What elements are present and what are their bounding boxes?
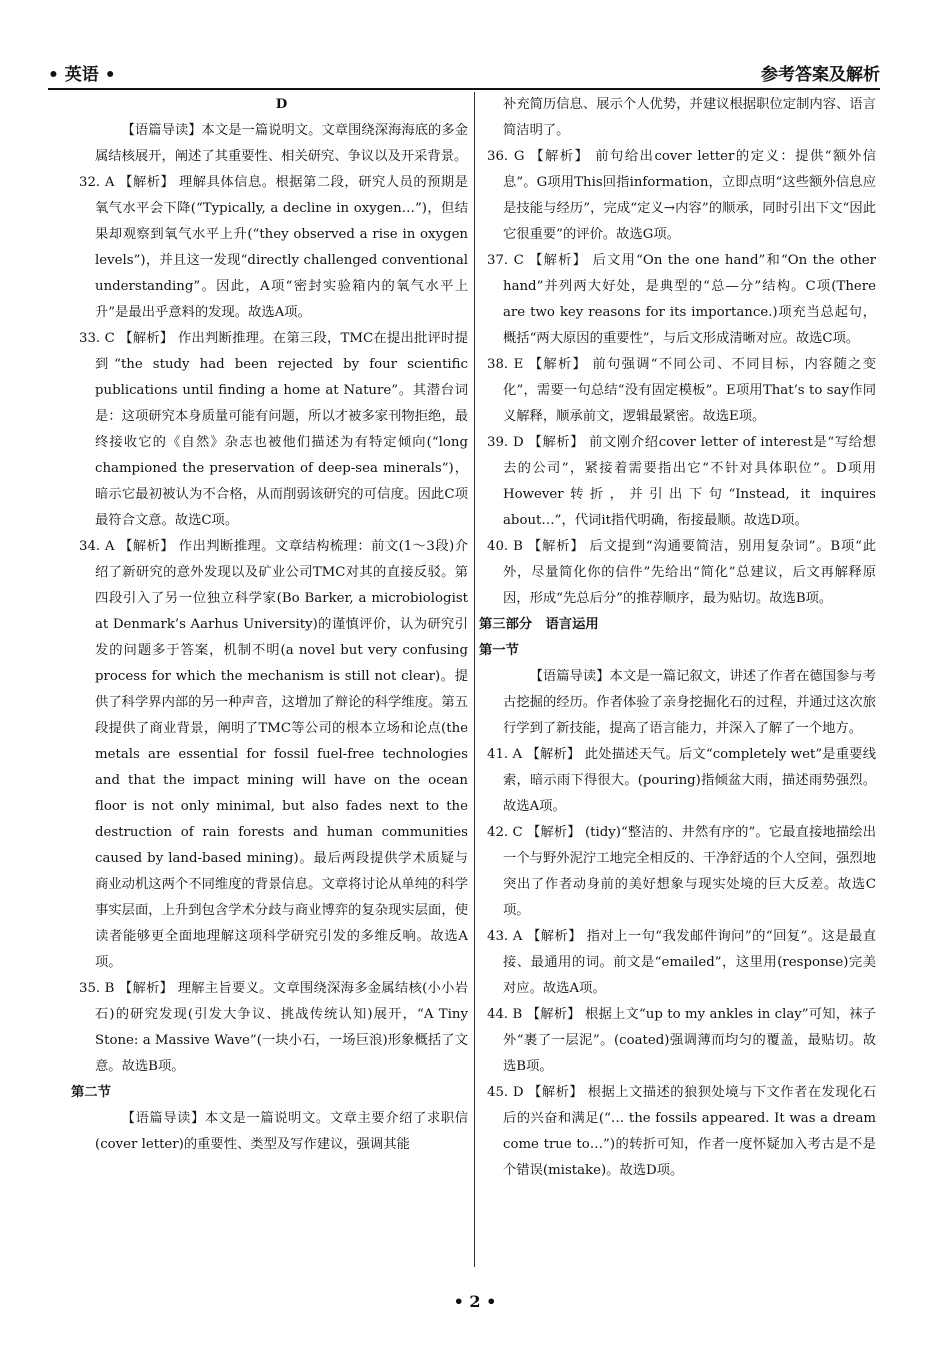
answer-item: 42. C 【解析】 (tidy)“整洁的、井然有序的”。它最直接地描绘出一个与野外泥泞工地完全相反的、干净舒适的个人空间，强烈地突出了作者动身前的美好想象与现实处境的巨大反差。故选C项。 xyxy=(487,825,876,918)
answer-item: 38. E 【解析】 前句强调“不同公司、不同目标，内容随之变化”，需要一句总结“没有固定模板”。E项用That’s to say作同义解释，顺承前文，逻辑最紧密。故选E项。 xyxy=(487,357,876,424)
section-heading: 第三部分 语言运用 xyxy=(479,617,599,632)
page-header xyxy=(48,60,880,86)
answer-item: 32. A 【解析】 理解具体信息。根据第二段，研究人员的预期是氧气水平会下降(“Typically, a decline in oxygen…”)，但结果却观察到氧气水平上升(“they observed a rise in oxygen levels”)，并且这一发现“directly challenged conventional understanding”。因此，A项“密封实验箱内的氧气水平上升”是最出乎意料的发现。故选A项。 xyxy=(79,175,468,320)
answer-item: 40. B 【解析】 后文提到“沟通要简洁，别用复杂词”。B项“此外，尽量简化你的信件”先给出“简化”总建议，后文再解释原因，形成“先总后分”的推荐顺序，最为贴切。故选B项。 xyxy=(487,539,876,606)
section-title: 参考答案及解析 xyxy=(761,65,880,85)
page-number: • 2 • xyxy=(453,1292,497,1311)
right-column xyxy=(479,92,876,1184)
answer-item: 35. B 【解析】 理解主旨要义。文章围绕深海多金属结核(小小岩石)的研究发现(引发大争议、挑战传统认知)展开，“A Tiny Stone: a Massive Wave”(一块小石，一场巨浪)形象概括了文意。故选B项。 xyxy=(79,981,468,1074)
subject-label: • 英语 • xyxy=(48,65,116,85)
paragraph: 补充简历信息、展示个人优势，并建议根据职位定制内容、语言简洁明了。 xyxy=(503,97,876,138)
left-column xyxy=(71,92,468,1158)
section-heading: 第二节 xyxy=(71,1085,111,1100)
paragraph: D xyxy=(275,97,288,112)
section-heading: 第一节 xyxy=(479,643,519,658)
answer-item: 37. C 【解析】 后文用“On the one hand”和“On the other hand”并列两大好处，是典型的“总—分”结构。C项(There are two key reasons for its importance.)项充当总起句，概括“两大原因的重要性”，与后文形成清晰对应。故选C项。 xyxy=(487,253,876,346)
passage-guide: 【语篇导读】本文是一篇记叙文，讲述了作者在德国参与考古挖掘的经历。作者体验了亲身挖掘化石的过程，并通过这次旅行学到了新技能，提高了语言能力，并深入了解了一个地方。 xyxy=(503,669,876,736)
answer-item: 39. D 【解析】 前文刚介绍cover letter of interest是“写给想去的公司”，紧接着需要指出它“不针对具体职位”。D项用However转折，并引出下句“Instead, it inquires about…”，代词it指代明确，衔接最顺。故选D项。 xyxy=(487,435,876,528)
answer-item: 45. D 【解析】 根据上文描述的狼狈处境与下文作者在发现化石后的兴奋和满足(“… the fossils appeared. It was a dream come true to…”)的转折可知，作者一度怀疑加入考古是不是个错误(mistake)。故选D项。 xyxy=(487,1085,876,1178)
column-divider xyxy=(474,92,475,1267)
answer-item: 44. B 【解析】 根据上文“up to my ankles in clay”可知，袜子外“裹了一层泥”。(coated)强调薄而均匀的覆盖，最贴切。故选B项。 xyxy=(487,1007,876,1074)
answer-item: 33. C 【解析】 作出判断推理。在第三段，TMC在提出批评时提到“the study had been rejected by four scientific publications until finding a home at Nature”。其潜台词是：这项研究本身质量可能有问题，所以才被多家刊物拒绝，最终接收它的《自然》杂志也被他们描述为有特定倾向(“long championed the preservation of deep-sea minerals”)，暗示它最初被认为不合格，从而削弱该研究的可信度。因此C项最符合文意。故选C项。 xyxy=(79,331,468,528)
passage-guide: 【语篇导读】本文是一篇说明文。文章围绕深海海底的多金属结核展开，阐述了其重要性、相关研究、争议以及开采背景。 xyxy=(95,123,468,164)
answer-item: 34. A 【解析】 作出判断推理。文章结构梳理：前文(1～3段)介绍了新研究的意外发现以及矿业公司TMC对其的直接反驳。第四段引入了另一位独立科学家(Bo Barker, a microbiologist at Denmark’s Aarhus University)的谨慎评价，认为研究引发的问题多于答案，机制不明(a novel but very confusing process for which the mechanism is still not clear)。提供了科学界内部的另一种声音，这增加了辩论的科学维度。第五段提供了商业背景，阐明了TMC等公司的根本立场和论点(the metals are essential for fossil fuel-free technologies and that the impact mining will have on the ocean floor is not only minimal, but also fades next to the destruction of rain forests and human communities caused by land-based mining)。最后两段提供学术质疑与商业动机这两个不同维度的背景信息。文章将讨论从单纯的科学事实层面，上升到包含学术分歧与商业博弈的复杂现实层面，使读者能够更全面地理解这项科学研究引发的多维反响。故选A项。 xyxy=(79,539,468,970)
answer-item: 43. A 【解析】 指对上一句“我发邮件询问”的“回复”。这是最直接、最通用的词。前文是“emailed”，这里用(response)完美对应。故选A项。 xyxy=(487,929,876,996)
passage-guide: 【语篇导读】本文是一篇说明文。文章主要介绍了求职信(cover letter)的重要性、类型及写作建议，强调其能 xyxy=(95,1111,468,1152)
answer-item: 36. G 【解析】 前句给出cover letter的定义：提供“额外信息”。G项用This回指information，立即点明“这些额外信息应是技能与经历”，完成“定义→内容”的顺承，同时引出下文“因此它很重要”的评价。故选G项。 xyxy=(487,149,876,242)
header-rule xyxy=(48,88,880,90)
answer-item: 41. A 【解析】 此处描述天气。后文“completely wet”是重要线索，暗示雨下得很大。(pouring)指倾盆大雨，描述雨势强烈。故选A项。 xyxy=(487,747,876,814)
